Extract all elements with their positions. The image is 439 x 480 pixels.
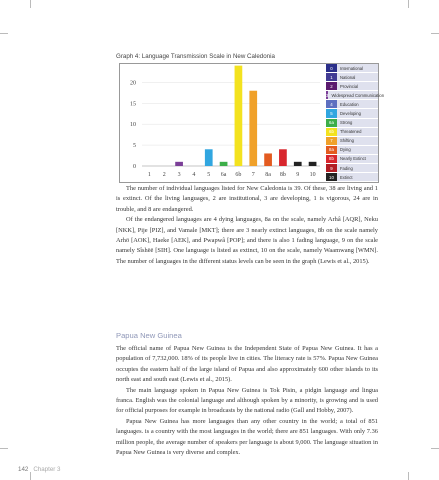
legend-code: 2 xyxy=(326,82,337,90)
legend-label: Education xyxy=(340,101,359,107)
crop-mark xyxy=(30,472,31,480)
y-tick-label: 5 xyxy=(133,143,136,150)
chart-legend xyxy=(326,63,385,183)
paragraph: The main language spoken in Papua New Guinea is Tok Pisin, a pidgin language and lingua franca. English was the colonial language and although spoken by a minority, is growing and is used for official purposes for example in broadcasts by the national radio (Gall and Hobby, 2007). xyxy=(116,386,378,415)
legend-label: Dying xyxy=(340,147,351,153)
crop-mark xyxy=(30,0,31,8)
x-tick-label: 6a xyxy=(220,172,227,178)
legend-item xyxy=(326,82,378,91)
legend-label: Developing xyxy=(340,111,361,117)
paragraph: The official name of Papua New Guinea is the Independent State of Papua New Guinea. It has a population of 7,732,000. 18% of its people live in cities. The literacy rate is 57%. Papua New Guinea occupies the eastern half of the large island of Papua and also approximately 600 other islands to its north east and south east (Lewis et al., 2015). xyxy=(116,345,378,384)
legend-code: 0 xyxy=(326,64,337,72)
crop-mark xyxy=(408,0,409,8)
bar xyxy=(205,149,213,166)
crop-mark xyxy=(0,448,8,449)
paragraph: Papua New Guinea has more languages than any other country in the world; a total of 851 languages. is a country with the most languages in the world; there are 851 languages. With only 7.36 million people, the average number of speakers per language is about 9,000. The language situation in Papua New Guinea is very diverse and complex. xyxy=(116,417,378,457)
section-heading: Papua New Guinea xyxy=(116,331,182,340)
chart-svg xyxy=(120,64,329,182)
bar xyxy=(235,66,243,166)
crop-mark xyxy=(431,33,439,34)
legend-label: Threatened xyxy=(340,129,362,135)
legend-item xyxy=(326,100,378,109)
legend-label: Widespread Communication xyxy=(331,92,385,98)
y-tick-label: 10 xyxy=(130,122,136,129)
legend-item xyxy=(326,128,378,137)
legend-item xyxy=(326,173,378,182)
legend-item xyxy=(326,155,378,164)
page-number: 142 xyxy=(18,466,29,473)
body-text-top xyxy=(116,184,378,267)
y-tick-label: 20 xyxy=(130,80,136,87)
bar xyxy=(249,91,257,166)
legend-item xyxy=(326,73,378,82)
legend-item xyxy=(326,146,378,155)
bar xyxy=(264,153,272,166)
bar xyxy=(220,162,228,166)
legend-code: 10 xyxy=(326,173,337,181)
x-tick-label: 2 xyxy=(162,172,166,178)
bar xyxy=(294,162,302,166)
x-tick-label: 5 xyxy=(207,172,211,178)
legend-label: National xyxy=(340,74,356,80)
legend-code: 6a xyxy=(326,119,337,127)
body-text-bottom xyxy=(116,344,378,458)
crop-mark xyxy=(0,33,8,34)
legend-label: Provincial xyxy=(340,83,359,89)
legend-label: Shifting xyxy=(340,138,354,144)
legend-label: International xyxy=(340,65,364,71)
legend-item xyxy=(326,109,378,118)
y-tick-label: 0 xyxy=(133,164,136,170)
x-tick-label: 8a xyxy=(265,172,271,178)
legend-code: 6b xyxy=(326,128,337,136)
legend-code: 3 xyxy=(326,92,329,98)
chapter-label: Chapter 3 xyxy=(33,466,61,473)
legend-item xyxy=(326,91,385,100)
bar-chart xyxy=(119,63,327,183)
legend-code: 5 xyxy=(326,109,337,117)
x-tick-label: 8b xyxy=(279,172,286,178)
paragraph: The number of individual languages listed for New Caledonia is 39. Of these, 38 are living and 1 is extinct. Of the living languages, 2 are institutional, 3 are developing, 1 is vigorous, 24 are in trouble, and 8 are endangered. xyxy=(116,185,378,213)
paragraph: Of the endangered languages are 4 dying languages, 8a on the scale, namely Arhâ [AQR], Neku [NKK], Pije [PIZ], and Vamale [MKT]; there are 3 nearly extinct languages, 8b on the scale namely Arhö [AOK], Haeke [AEK], and Pwapwâ [POP]; and there is also 1 fading language, 9 on the scale namely Sîshëë [SIH]. One language is listed as extinct, 10 on the scale, namely Waamwang [WMN]. The number of languages in the different status levels can be seen in the graph (Lewis et al., 2015). xyxy=(116,216,378,265)
legend-item xyxy=(326,119,378,128)
graph-caption: Graph 4: Language Transmission Scale in New Caledonia xyxy=(116,53,275,60)
x-tick-label: 9 xyxy=(296,172,300,178)
legend-item xyxy=(326,137,378,146)
crop-mark xyxy=(431,448,439,449)
x-tick-label: 7 xyxy=(251,172,255,178)
legend-code: 8a xyxy=(326,146,337,154)
legend-code: 1 xyxy=(326,73,337,81)
bar xyxy=(175,162,183,166)
bar xyxy=(309,162,317,166)
legend-label: Fading xyxy=(340,165,353,171)
crop-mark xyxy=(408,472,409,480)
legend-code: 9 xyxy=(326,164,337,172)
legend-label: Nearly Extinct xyxy=(340,156,366,162)
legend-code: 7 xyxy=(326,137,337,145)
page-footer xyxy=(18,466,61,473)
legend-code: 4 xyxy=(326,100,337,108)
x-tick-label: 6b xyxy=(235,172,242,178)
legend-item xyxy=(326,64,378,73)
legend-item xyxy=(326,164,378,173)
legend-code: 8b xyxy=(326,155,337,163)
bar xyxy=(279,149,287,166)
x-tick-label: 3 xyxy=(177,172,181,178)
x-tick-label: 1 xyxy=(147,172,151,178)
legend-label: Strong xyxy=(340,120,353,126)
legend-label: Extinct xyxy=(340,174,353,180)
x-tick-label: 10 xyxy=(309,172,316,178)
x-tick-label: 4 xyxy=(192,172,196,178)
y-tick-label: 15 xyxy=(130,101,136,108)
